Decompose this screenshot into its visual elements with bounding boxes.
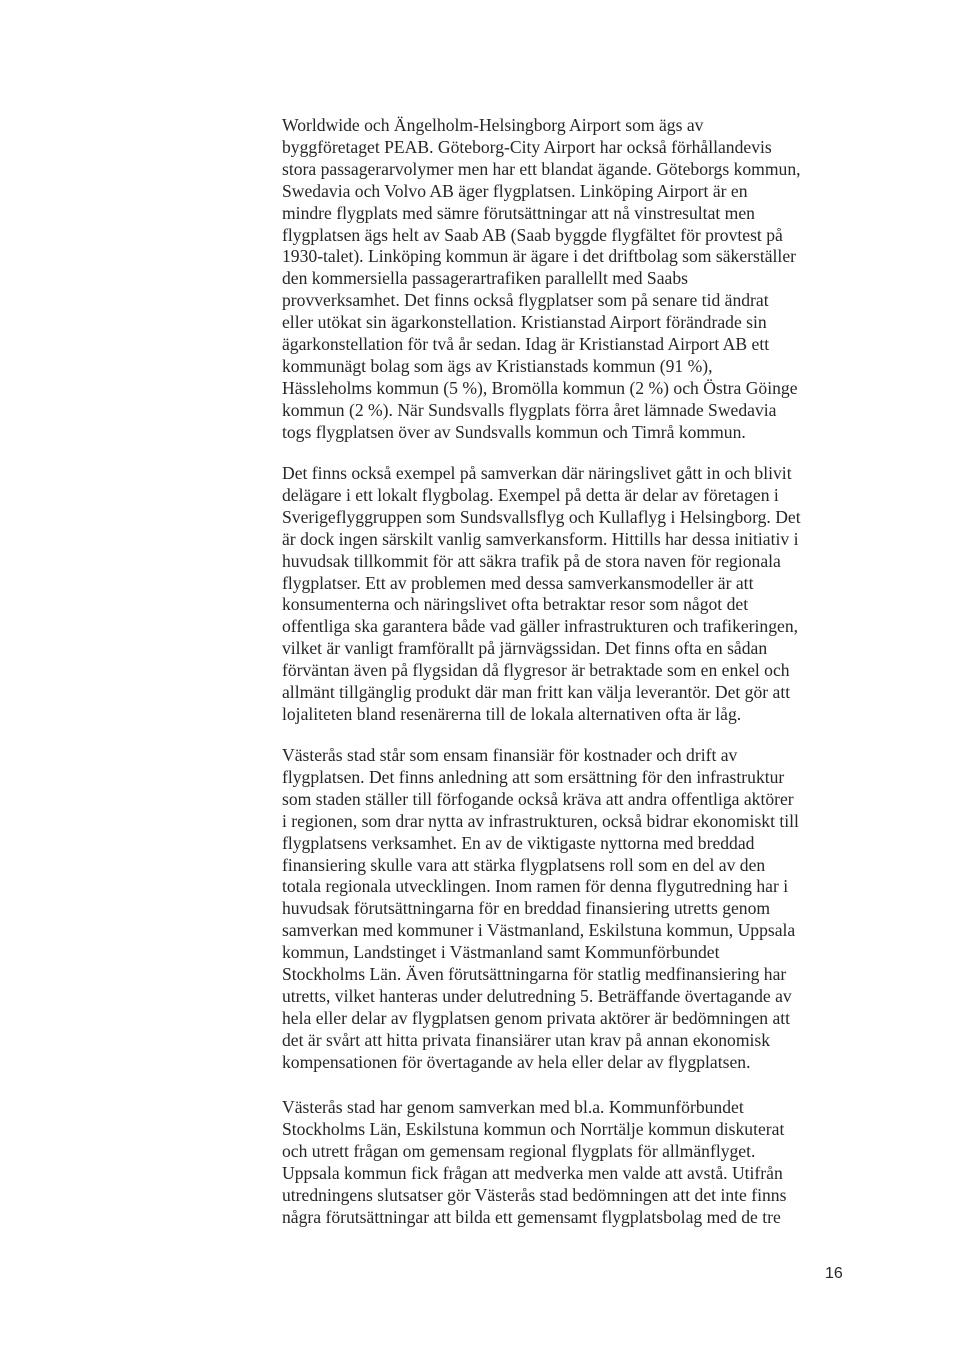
text-line: kommun, Landstinget i Västmanland samt Kommunförbundet <box>282 942 720 963</box>
text-line: flygplatsens verksamhet. En av de viktigaste nyttorna med breddad <box>282 832 755 853</box>
text-line: utretts, vilket hanteras under delutredning 5. Beträffande övertagande av <box>282 985 792 1006</box>
text-line: flygplatsen. Det finns anledning att som ersättning för den infrastruktur <box>282 766 785 787</box>
text-line: offentliga ska garantera både vad gäller infrastrukturen och trafikeringen, <box>282 616 799 637</box>
text-line: eller utökat sin ägarkonstellation. Kristianstad Airport förändrade sin <box>282 312 767 333</box>
text-line: flygplatser. Ett av problemen med dessa samverkansmodeller är att <box>282 572 754 593</box>
text-line: som staden ställer till förfogande också kräva att andra offentliga aktörer <box>282 788 794 809</box>
text-line: i regionen, som drar nytta av infrastrukturen, också bidrar ekonomiskt till <box>282 810 799 831</box>
paragraph-business-cooperation <box>282 463 801 726</box>
paragraph-airport-ownership <box>282 115 801 444</box>
text-line: kompensationen för övertagande av hela eller delar av flygplatsen. <box>282 1051 751 1072</box>
text-line: mindre flygplats med sämre förutsättningar att nå vinstresultat men <box>282 202 755 223</box>
text-line: hela eller delar av flygplatsen genom privata aktörer är bedömningen att <box>282 1007 791 1028</box>
text-line: Stockholms Län. Även förutsättningarna för statlig medfinansiering har <box>282 964 787 985</box>
text-line: flygplatsen ägs helt av Saab AB (Saab byggde flygfältet för provtest på <box>282 224 783 245</box>
text-line: den kommersiella passagerartrafiken parallellt med Saabs <box>282 268 688 289</box>
text-line: samverkan med kommuner i Västmanland, Eskilstuna kommun, Uppsala <box>282 920 796 941</box>
text-line: stora passagerarvolymer men har ett blandat ägande. Göteborgs kommun, <box>282 158 801 179</box>
page-number: 16 <box>825 1265 843 1282</box>
text-line: delägare i ett lokalt flygbolag. Exempel på detta är delar av företagen i <box>282 484 779 505</box>
text-line: några förutsättningar att bilda ett gemensamt flygplatsbolag med de tre <box>282 1206 781 1227</box>
text-line: förväntan även på flygsidan då flygresor är betraktade som en enkel och <box>282 660 790 681</box>
text-line: kommunägt bolag som ägs av Kristianstads kommun (91 %), <box>282 355 713 376</box>
text-line: 1930-talet). Linköping kommun är ägare i det driftbolag som säkerställer <box>282 246 796 267</box>
text-line: det är svårt att hitta privata finansiärer utan krav på annan ekonomisk <box>282 1029 771 1050</box>
text-line: Stockholms Län, Eskilstuna kommun och Norrtälje kommun diskuterat <box>282 1118 785 1139</box>
paragraph-financing <box>282 745 799 1074</box>
text-line: provverksamhet. Det finns också flygplatser som på senare tid ändrat <box>282 290 769 311</box>
text-line: lojaliteten bland resenärerna till de lokala alternativen ofta är låg. <box>282 703 742 724</box>
text-line: kommun (2 %). När Sundsvalls flygplats förra året lämnade Swedavia <box>282 399 777 420</box>
text-line: byggföretaget PEAB. Göteborg-City Airport har också förhållandevis <box>282 136 772 157</box>
text-line: Det finns också exempel på samverkan där näringslivet gått in och blivit <box>282 463 792 483</box>
text-line: Swedavia och Volvo AB äger flygplatsen. Linköping Airport är en <box>282 180 748 201</box>
text-line: Worldwide och Ängelholm-Helsingborg Airport som ägs av <box>282 115 704 135</box>
text-line: Uppsala kommun fick frågan att medverka men valde att avstå. Utifrån <box>282 1162 783 1183</box>
text-line: konsumenterna och näringslivet ofta betraktar resor som något det <box>282 594 749 615</box>
text-line: utredningens slutsatser gör Västerås stad bedömningen att det inte finns <box>282 1184 787 1205</box>
paragraph-regional-airport <box>282 1097 786 1228</box>
text-line: Västerås stad står som ensam finansiär för kostnader och drift av <box>282 745 738 765</box>
text-line: Hässleholms kommun (5 %), Bromölla kommun (2 %) och Östra Göinge <box>282 377 798 398</box>
text-line: Sverigeflyggruppen som Sundsvallsflyg och Kullaflyg i Helsingborg. Det <box>282 506 801 527</box>
text-line: allmänt tillgänglig produkt där man fritt kan välja leverantör. Det gör att <box>282 682 791 703</box>
text-line: ägarkonstellation för två år sedan. Idag är Kristianstad Airport AB ett <box>282 334 770 355</box>
text-line: och utrett frågan om gemensam regional flygplats för allmänflyget. <box>282 1140 756 1161</box>
text-line: Västerås stad har genom samverkan med bl.a. Kommunförbundet <box>282 1097 744 1117</box>
text-line: totala regionala utvecklingen. Inom ramen för denna flygutredning har i <box>282 876 789 897</box>
text-line: är dock ingen särskilt vanlig samverkansform. Hittills har dessa initiativ i <box>282 528 799 549</box>
text-line: huvudsak förutsättningarna för en breddad finansiering utretts genom <box>282 898 771 919</box>
text-line: huvudsak tillkommit för att säkra trafik på de stora naven för regionala <box>282 550 781 571</box>
text-line: finansiering skulle vara att stärka flygplatsens roll som en del av den <box>282 854 766 875</box>
text-line: vilket är vanligt framförallt på järnvägssidan. Det finns ofta en sådan <box>282 638 768 659</box>
text-line: togs flygplatsen över av Sundsvalls kommun och Timrå kommun. <box>282 421 746 442</box>
